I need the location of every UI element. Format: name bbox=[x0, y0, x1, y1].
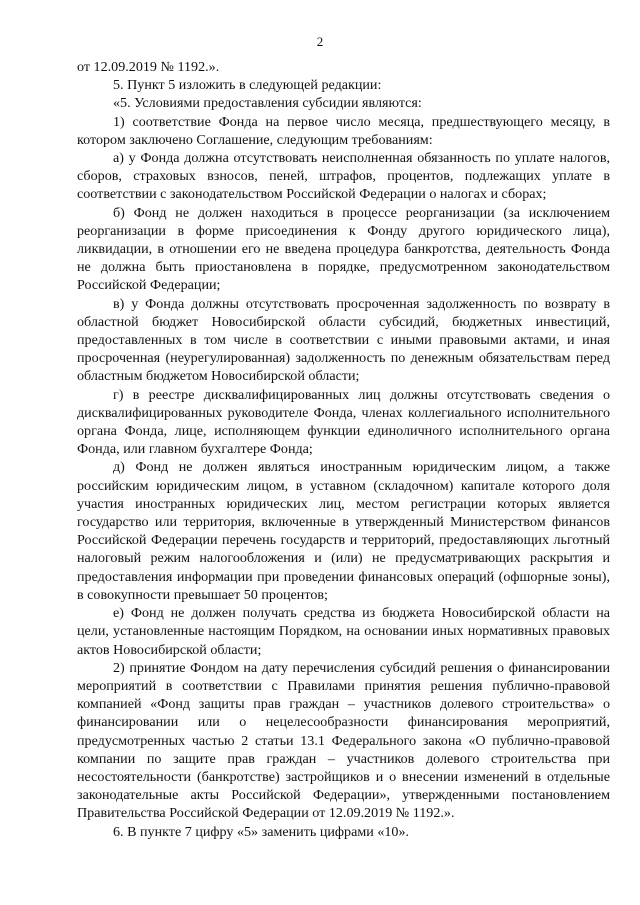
paragraph-subitem-g: г) в реестре дисквалифицированных лиц должны отсутствовать сведения о дисквалифицированных руководителе Фонда, членах коллегиального исполнительного органа Фонда, лице, исполняющем функции единоличного исполнительного органа Фонда, или главном бухгалтере Фонда; bbox=[77, 386, 610, 458]
paragraph-continuation: от 12.09.2019 № 1192.». bbox=[77, 59, 220, 75]
paragraph-subitem-2: 2) принятие Фондом на дату перечисления субсидий решения о финансировании мероприятий в соответствии с Правилами принятия решения публично-правовой компанией «Фонд защиты прав граждан – участников долевого строительства» о финансировании или о нецелесообразности финансирования мероприятий, предусмотренных частью 2 статьи 13.1 Федерального закона «О публично-правовой компании по защите прав граждан – участников долевого строительства при несостоятельности (банкротстве) застройщиков и о внесении изменений в отдельные законодательные акты Российской Федерации», утвержденными постановлением Правительства Российской Федерации от 12.09.2019 № 1192.». bbox=[77, 659, 610, 822]
paragraph-subitem-a: а) у Фонда должна отсутствовать неисполненная обязанность по уплате налогов, сборов, страховых взносов, пеней, штрафов, процентов, подлежащих уплате в соответствии с законодательством Российской Федерации о налогах и сборах; bbox=[77, 150, 610, 203]
page-number: 2 bbox=[316, 34, 324, 49]
paragraph-subitem-v: в) у Фонда должны отсутствовать просроченная задолженность по возврату в областной бюджет Новосибирской области субсидий, бюджетных инвестиций, предоставленных в том числе в соответствии с иными правовыми актами, и иная просроченная (неурегулированная) задолженность по денежным обязательствам перед областным бюджетом Новосибирской области; bbox=[77, 295, 610, 385]
paragraph-conditions-heading: «5. Условиями предоставления субсидии являются: bbox=[113, 95, 422, 112]
paragraph-item-6: 6. В пункте 7 цифру «5» заменить цифрами «10». bbox=[113, 823, 410, 840]
paragraph-subitem-b: б) Фонд не должен находиться в процессе реорганизации (за исключением реорганизации в форме присоединения к Фонду другого юридического лица), ликвидации, в отношении его не введена процедура банкротства, деятельность Фонда не должна быть приостановлена в порядке, предусмотренном законодательством Российской Федерации; bbox=[77, 204, 610, 294]
paragraph-item-5: 5. Пункт 5 изложить в следующей редакции: bbox=[113, 77, 382, 94]
document-body bbox=[77, 58, 610, 841]
paragraph-subitem-e: е) Фонд не должен получать средства из бюджета Новосибирской области на цели, установленные настоящим Порядком, на основании иных нормативных правовых актов Новосибирской области; bbox=[77, 605, 610, 658]
paragraph-subitem-1: 1) соответствие Фонда на первое число месяца, предшествующего месяцу, в котором заключено Соглашение, следующим требованиям: bbox=[77, 113, 610, 148]
paragraph-subitem-d: д) Фонд не должен являться иностранным юридическим лицом, а также российским юридическим лицом, в уставном (складочном) капитале которого доля участия иностранных юридических лиц, местом регистрации которых является государство или территория, включенные в утвержденный Министерством финансов Российской Федерации перечень государств и территорий, предоставляющих льготный налоговый режим налогообложения и (или) не предусматривающих раскрытия и предоставления информации при проведении финансовых операций (офшорные зоны), в совокупности превышает 50 процентов; bbox=[77, 459, 610, 603]
